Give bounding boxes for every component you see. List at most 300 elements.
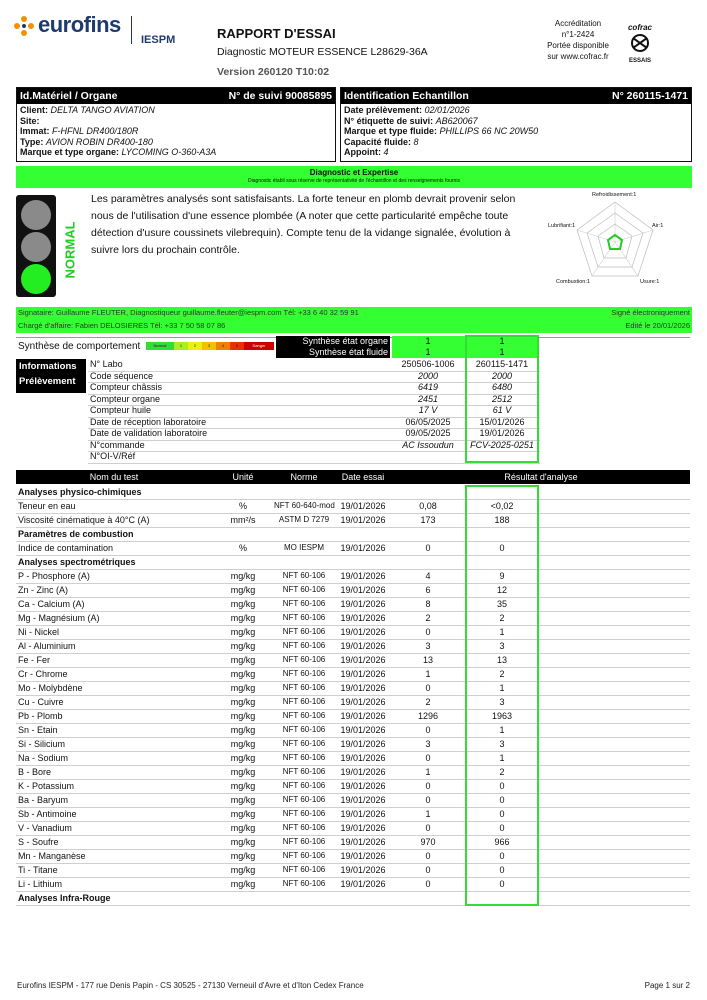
sampling-row-label: Compteur châssis	[90, 382, 163, 392]
test-name: Ni - Nickel	[18, 627, 60, 637]
field-value: 02/01/2026	[424, 105, 470, 115]
test-date: 19/01/2026	[340, 823, 386, 833]
test-norm: NFT 60-106	[282, 655, 326, 664]
test-norm: NFT 60-106	[282, 697, 326, 706]
header-unit: Unité	[232, 472, 254, 482]
current-result: 0	[499, 879, 505, 889]
previous-result: 13	[422, 655, 433, 665]
row-divider	[16, 597, 690, 598]
test-unit: %	[238, 501, 247, 511]
sampling-row-current: 260115-1471	[475, 359, 529, 369]
test-unit: mg/kg	[230, 697, 256, 707]
test-name: Zn - Zinc (A)	[18, 585, 69, 595]
sample-row	[344, 116, 688, 127]
sampling-row-previous: AC Issoudun	[402, 439, 454, 450]
field-value: LYCOMING O-360-A3A	[121, 147, 217, 157]
radar-label-bottom-right: Usure:1	[640, 279, 660, 285]
sampling-row-label: Compteur huile	[90, 405, 152, 415]
test-name: Ti - Titane	[18, 865, 58, 875]
current-result: 966	[494, 837, 510, 847]
accreditation-line: Accréditation	[554, 19, 602, 28]
logo-divider	[131, 16, 132, 44]
current-result: 0	[499, 823, 505, 833]
synthesis-label: Synthèse de comportement	[18, 341, 141, 352]
sampling-label-1: Informations	[19, 361, 77, 372]
previous-result: 6	[425, 585, 431, 595]
current-result: 0	[499, 809, 505, 819]
test-date: 19/01/2026	[340, 851, 386, 861]
diagnostic-banner-title: Diagnostic et Expertise	[309, 168, 399, 177]
test-norm: NFT 60-106	[282, 767, 326, 776]
sampling-row-current: FCV-2025-0251	[470, 439, 534, 450]
test-date: 19/01/2026	[340, 697, 386, 707]
field-label: Client:	[20, 105, 48, 115]
material-row	[20, 147, 332, 158]
test-unit: mg/kg	[230, 865, 256, 875]
sampling-row-label: N°commande	[90, 439, 145, 450]
row-divider	[16, 723, 690, 724]
scale-danger: Danger	[244, 342, 274, 350]
test-unit: mg/kg	[230, 767, 256, 777]
signer-info: Signataire: Guillaume FLEUTER, Diagnostiqueur guillaume.fleuter@iespm.com Tél: +33 6 40 32 59 91	[18, 308, 359, 317]
field-label: N° étiquette de suivi:	[344, 115, 434, 126]
current-result: 3	[499, 641, 505, 651]
test-name: Cr - Chrome	[18, 669, 68, 679]
material-row	[20, 105, 332, 116]
test-norm: NFT 60-106	[282, 669, 326, 678]
sampling-row-current: 2000	[491, 370, 513, 381]
sampling-row-current: 19/01/2026	[479, 428, 525, 438]
synthesis-fluid-label: Synthèse état fluide	[308, 347, 388, 357]
row-divider	[16, 625, 690, 626]
test-unit: mg/kg	[230, 571, 256, 581]
accreditation-line: n°1-2424	[561, 30, 595, 39]
test-date: 19/01/2026	[340, 543, 386, 553]
diagnostic-line: nous de l'utilisation d'une essence plombée (A noter que cette particularité empêche toute	[91, 210, 509, 222]
field-value: PHILLIPS 66 NC 20W50	[439, 126, 539, 136]
field-label: Date prélèvement:	[344, 105, 423, 115]
row-divider	[16, 583, 690, 584]
previous-result: 2	[425, 697, 431, 707]
test-name: Mg - Magnésium (A)	[18, 613, 100, 623]
test-norm: MO IESPM	[283, 543, 324, 552]
field-label: Type:	[20, 136, 44, 147]
test-unit: mm²/s	[230, 515, 256, 525]
signed-label: Signé électroniquement	[611, 308, 690, 317]
traffic-light	[16, 195, 56, 297]
accreditation-line: Portée disponible	[547, 41, 609, 50]
sample-box-header	[341, 88, 691, 104]
field-label: Appoint:	[344, 147, 381, 157]
radar-label-top: Refroidissement:1	[592, 192, 637, 198]
row-divider	[16, 555, 690, 556]
field-value: 8	[413, 136, 419, 147]
diagnostic-text	[91, 191, 531, 259]
sampling-row-previous: 6419	[417, 382, 439, 392]
header-result: Résultat d'analyse	[504, 472, 578, 482]
test-unit: mg/kg	[230, 781, 256, 791]
previous-result: 2	[425, 613, 431, 623]
test-date: 19/01/2026	[340, 669, 386, 679]
field-label: Capacité fluide:	[344, 136, 412, 147]
previous-result: 970	[420, 837, 436, 847]
test-name: Viscosité cinématique à 40°C (A)	[18, 515, 150, 525]
field-label: Marque et type fluide:	[344, 126, 438, 136]
test-name: Mn - Manganèse	[18, 851, 86, 861]
diagnostic-line: Les paramètres analysés sont satisfaisants. La forte teneur en plomb devrait provenir selon	[91, 193, 516, 205]
test-date: 19/01/2026	[340, 711, 386, 721]
row-divider	[16, 849, 690, 850]
material-box-header	[17, 88, 335, 104]
scale-1: 1	[174, 342, 188, 350]
row-divider	[16, 877, 690, 878]
test-name: Fe - Fer	[18, 655, 51, 665]
row-divider	[16, 709, 690, 710]
test-norm: NFT 60-106	[282, 865, 326, 874]
test-unit: mg/kg	[230, 655, 256, 665]
test-norm: NFT 60-106	[282, 739, 326, 748]
current-result-highlight	[465, 485, 539, 906]
previous-result: 0	[425, 879, 431, 889]
test-norm: NFT 60-106	[282, 809, 326, 818]
row-divider	[16, 513, 690, 514]
test-norm: NFT 60-106	[282, 837, 326, 846]
sampling-row-label: Date de réception laboratoire	[90, 416, 207, 427]
scale-normal: Normal	[146, 342, 174, 350]
report-title: RAPPORT D'ESSAI	[217, 26, 336, 41]
traffic-light-middle-lamp	[21, 232, 51, 262]
sampling-label-2: Prélèvement	[19, 376, 76, 387]
test-unit: mg/kg	[230, 669, 256, 679]
current-result: 188	[494, 515, 510, 525]
accreditation-line: sur www.cofrac.fr	[547, 52, 609, 61]
test-unit: mg/kg	[230, 879, 256, 889]
status-label: NORMAL	[62, 221, 78, 279]
row-divider	[16, 499, 690, 500]
field-value: AVION ROBIN DR400-180	[45, 136, 153, 147]
page-number: Page 1 sur 2	[644, 981, 690, 990]
previous-result: 3	[425, 641, 431, 651]
current-result: 35	[496, 599, 507, 609]
test-unit: mg/kg	[230, 641, 256, 651]
test-norm: NFT 60-106	[282, 571, 326, 580]
test-norm: NFT 60-106	[282, 795, 326, 804]
row-divider	[16, 653, 690, 654]
diagnostic-line: détection d'usure coussinets vilebrequin). Compte tenu de la vidange signalée, évolution à	[91, 227, 511, 239]
current-result: 1963	[491, 711, 513, 721]
test-name: Mo - Molybdène	[18, 683, 83, 693]
test-unit: mg/kg	[230, 613, 256, 623]
manager-info: Chargé d'affaire: Fabien DELOSIERES Tél: +33 7 50 58 07 86	[18, 321, 226, 330]
row-divider	[16, 737, 690, 738]
current-result: 0	[499, 865, 505, 875]
test-norm: NFT 60-640-mod	[274, 501, 335, 510]
accreditation-block	[532, 18, 624, 62]
section-heading: Analyses Infra-Rouge	[18, 893, 111, 903]
sample-row	[344, 105, 688, 116]
test-norm: NFT 60-106	[282, 711, 326, 720]
test-date: 19/01/2026	[340, 627, 386, 637]
current-result: 9	[499, 571, 505, 581]
test-name: Sn - Etain	[18, 725, 58, 735]
test-norm: NFT 60-106	[282, 627, 326, 636]
test-date: 19/01/2026	[340, 515, 386, 525]
test-name: Al - Aluminium	[18, 641, 76, 651]
current-result: 1	[499, 753, 505, 763]
test-date: 19/01/2026	[340, 879, 386, 889]
header-date: Date essai	[341, 472, 385, 482]
field-value: AB620067	[435, 115, 478, 126]
severity-scale	[146, 342, 274, 350]
sampling-row-label: N°OI-V/Réf	[90, 451, 136, 461]
material-box	[16, 87, 336, 162]
synthesis-organ-label: Synthèse état organe	[302, 336, 388, 346]
test-date: 19/01/2026	[340, 725, 386, 735]
row-divider	[16, 751, 690, 752]
test-unit: mg/kg	[230, 851, 256, 861]
current-result: 0	[499, 543, 505, 553]
test-unit: mg/kg	[230, 823, 256, 833]
material-row	[20, 126, 332, 137]
test-norm: NFT 60-106	[282, 683, 326, 692]
test-date: 19/01/2026	[340, 655, 386, 665]
row-divider	[16, 793, 690, 794]
test-unit: mg/kg	[230, 739, 256, 749]
previous-result: 3	[425, 739, 431, 749]
current-result: 2	[499, 669, 505, 679]
previous-result: 4	[425, 571, 431, 581]
row-divider	[16, 891, 690, 892]
test-date: 19/01/2026	[340, 641, 386, 651]
section-heading: Paramètres de combustion	[18, 529, 134, 539]
test-unit: mg/kg	[230, 753, 256, 763]
scale-4: 4	[216, 342, 230, 350]
previous-result: 0	[425, 795, 431, 805]
synthesis-organ-curr: 1	[499, 336, 505, 346]
synthesis-fluid-curr: 1	[499, 347, 505, 357]
sampling-row-previous: 09/05/2025	[405, 428, 451, 438]
diagnostic-subtitle: Diagnostic MOTEUR ESSENCE L28629-36A	[217, 46, 428, 58]
synthesis-organ-prev: 1	[425, 336, 431, 346]
row-divider	[16, 541, 690, 542]
test-unit: mg/kg	[230, 585, 256, 595]
current-result: 0	[499, 781, 505, 791]
diagnostic-line: suivre lors du prochain contrôle.	[91, 244, 240, 256]
test-date: 19/01/2026	[340, 501, 386, 511]
previous-result: 0	[425, 865, 431, 875]
sampling-row-current: 6480	[491, 382, 513, 392]
test-date: 19/01/2026	[340, 683, 386, 693]
previous-result: 1296	[417, 711, 439, 721]
row-divider	[16, 667, 690, 668]
test-unit: mg/kg	[230, 627, 256, 637]
sampling-row-current: 2512	[491, 393, 513, 404]
brand-name: eurofins	[38, 12, 121, 37]
test-name: V - Vanadium	[18, 823, 72, 833]
test-norm: NFT 60-106	[282, 599, 326, 608]
test-name: Teneur en eau	[18, 501, 76, 511]
logo-dots-icon	[14, 16, 34, 36]
sampling-row-previous: 17 V	[418, 405, 438, 415]
previous-result: 0,08	[419, 501, 437, 511]
material-details	[17, 104, 335, 159]
material-row	[20, 116, 332, 127]
test-norm: NFT 60-106	[282, 781, 326, 790]
test-unit: mg/kg	[230, 599, 256, 609]
sample-number: N° 260115-1471	[611, 90, 688, 102]
test-unit: mg/kg	[230, 837, 256, 847]
current-result: 0	[499, 851, 505, 861]
field-label: Marque et type organe:	[20, 147, 120, 157]
current-result: 1	[499, 627, 505, 637]
test-name: Cu - Cuivre	[18, 697, 64, 707]
field-value: DELTA TANGO AVIATION	[50, 105, 155, 115]
current-result: <0,02	[490, 501, 514, 511]
current-result: 3	[499, 739, 505, 749]
cofrac-essais-label: ESSAIS	[628, 58, 651, 64]
sampling-row-previous: 250506-1006	[401, 359, 455, 369]
row-divider	[16, 639, 690, 640]
sample-row	[344, 137, 688, 148]
field-label: Immat:	[20, 126, 50, 136]
scale-5: 5	[230, 342, 244, 350]
previous-result: 173	[420, 515, 436, 525]
test-date: 19/01/2026	[340, 865, 386, 875]
previous-result: 0	[425, 627, 431, 637]
row-divider	[16, 807, 690, 808]
cofrac-logo	[622, 24, 658, 68]
test-norm: NFT 60-106	[282, 725, 326, 734]
test-unit: mg/kg	[230, 683, 256, 693]
cofrac-emblem-icon	[622, 32, 658, 54]
test-norm: NFT 60-106	[282, 851, 326, 860]
previous-result: 1	[425, 809, 431, 819]
test-date: 19/01/2026	[340, 837, 386, 847]
radar-label-bottom-left: Combustion:1	[556, 279, 590, 285]
header-test-name: Nom du test	[89, 472, 139, 482]
radar-chart	[540, 192, 690, 292]
current-result: 13	[496, 655, 507, 665]
current-result: 0	[499, 795, 505, 805]
row-divider	[16, 611, 690, 612]
test-name: B - Bore	[18, 767, 52, 777]
row-divider	[16, 527, 690, 528]
sampling-row-label: Compteur organe	[90, 393, 161, 404]
radar-chart-svg	[540, 192, 690, 292]
test-date: 19/01/2026	[340, 599, 386, 609]
test-date: 19/01/2026	[340, 585, 386, 595]
sampling-row-label: N° Labo	[90, 359, 123, 369]
field-value: 4	[383, 147, 389, 157]
test-date: 19/01/2026	[340, 767, 386, 777]
section-heading: Analyses physico-chimiques	[18, 487, 142, 497]
diagnostic-banner	[16, 166, 692, 188]
material-header-label: Id.Matériel / Organe	[20, 90, 118, 102]
sampling-row-label: Date de validation laboratoire	[90, 428, 208, 438]
row-divider	[16, 681, 690, 682]
test-date: 19/01/2026	[340, 613, 386, 623]
sampling-row-current: 15/01/2026	[479, 416, 525, 427]
radar-label-left: Lubrifiant:1	[548, 223, 576, 229]
test-unit: %	[238, 543, 247, 553]
test-name: Indice de contamination	[18, 543, 114, 553]
traffic-light-top-lamp	[21, 200, 51, 230]
previous-result: 0	[425, 823, 431, 833]
version-label: Version 260120 T10:02	[217, 66, 330, 78]
test-name: Ca - Calcium (A)	[18, 599, 85, 609]
current-result: 1	[499, 683, 505, 693]
test-unit: mg/kg	[230, 795, 256, 805]
sample-header-label: Identification Echantillon	[344, 90, 469, 102]
footer-address: Eurofins IESPM - 177 rue Denis Papin - CS 30525 - 27130 Verneuil d'Avre et d'Iton Cedex France	[17, 981, 364, 990]
sampling-row-label: Code séquence	[90, 370, 154, 381]
current-result: 1	[499, 725, 505, 735]
field-value: F-HFNL DR400/180R	[52, 126, 139, 136]
current-result: 2	[499, 613, 505, 623]
previous-result: 0	[425, 753, 431, 763]
test-norm: NFT 60-106	[282, 823, 326, 832]
test-name: Si - Silicium	[18, 739, 66, 749]
test-unit: mg/kg	[230, 809, 256, 819]
previous-result: 0	[425, 543, 431, 553]
current-result: 3	[499, 697, 505, 707]
test-name: Li - Lithium	[18, 879, 63, 889]
test-date: 19/01/2026	[340, 809, 386, 819]
sample-row	[344, 126, 688, 137]
test-date: 19/01/2026	[340, 739, 386, 749]
previous-result: 0	[425, 781, 431, 791]
previous-result: 1	[425, 669, 431, 679]
test-norm: ASTM D 7279	[278, 515, 330, 524]
field-label: Site:	[20, 115, 40, 126]
current-result: 12	[496, 585, 507, 595]
lab-name: IESPM	[141, 34, 176, 46]
test-name: P - Phosphore (A)	[18, 571, 90, 581]
sample-box	[340, 87, 692, 162]
test-unit: mg/kg	[230, 711, 256, 721]
previous-result: 0	[425, 851, 431, 861]
test-norm: NFT 60-106	[282, 753, 326, 762]
sampling-row-previous: 2451	[417, 393, 439, 404]
sample-row	[344, 147, 688, 158]
sample-details	[341, 104, 691, 159]
section-heading: Analyses spectrométriques	[18, 557, 136, 567]
diagnostic-banner-subtitle: Diagnostic établi sous réserve de représentativité de l'échantillon et des renseignements fournis	[248, 178, 460, 184]
test-name: Ba - Baryum	[18, 795, 69, 805]
test-name: Na - Sodium	[18, 753, 69, 763]
test-name: K - Potassium	[18, 781, 75, 791]
row-divider	[16, 863, 690, 864]
test-date: 19/01/2026	[340, 781, 386, 791]
previous-result: 8	[425, 599, 431, 609]
row-divider	[16, 695, 690, 696]
sampling-row-previous: 2000	[417, 370, 439, 381]
sampling-row-previous: 06/05/2025	[405, 416, 451, 427]
current-sample-highlight	[465, 335, 539, 463]
test-norm: NFT 60-106	[282, 585, 326, 594]
signature-bar	[16, 307, 692, 333]
test-norm: NFT 60-106	[282, 613, 326, 622]
row-divider	[16, 821, 690, 822]
scale-2: 2	[188, 342, 202, 350]
test-name: S - Soufre	[18, 837, 59, 847]
traffic-light-bottom-lamp	[21, 264, 51, 294]
test-date: 19/01/2026	[340, 571, 386, 581]
test-norm: NFT 60-106	[282, 879, 326, 888]
previous-result: 1	[425, 767, 431, 777]
row-divider	[16, 835, 690, 836]
previous-result: 0	[425, 683, 431, 693]
